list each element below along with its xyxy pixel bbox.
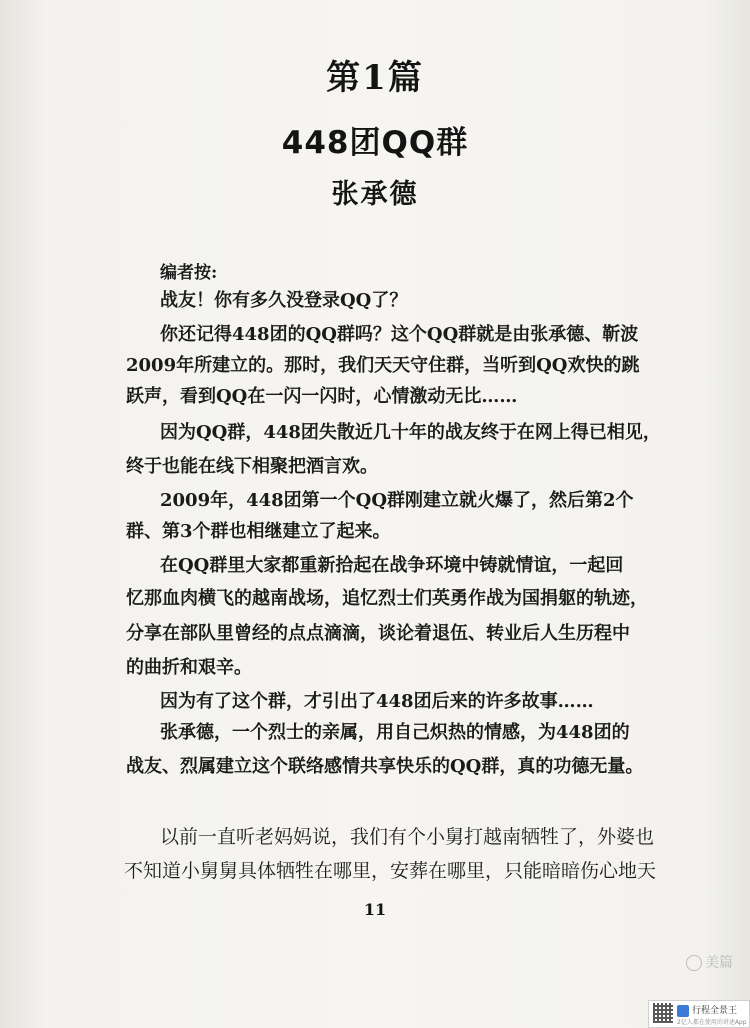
body-line: 以前一直听老妈妈说，我们有个小舅打越南牺牲了，外婆也 <box>160 826 655 848</box>
note-line: 战友！你有多久没登录QQ了？ <box>160 290 408 311</box>
page-number: 11 <box>363 900 387 919</box>
note-line: 因为有了这个群，才引出了448团后来的许多故事…… <box>160 691 594 712</box>
note-line: 2009年所建立的。那时，我们天天守住群，当听到QQ欢快的跳 <box>126 355 640 376</box>
part-title: 第1篇 <box>326 58 424 98</box>
note-line: 忆那血肉横飞的越南战场，追忆烈士们英勇作战为国捐躯的轨迹， <box>126 588 648 609</box>
qr-badge[interactable] <box>648 1000 750 1028</box>
piece-title: 448团QQ群 <box>281 125 469 161</box>
watermark-text: 美篇 <box>705 955 733 971</box>
qr-badge-subtitle: 2亿人都在使用的讲述App <box>677 1019 747 1026</box>
note-line: 跃声，看到QQ在一闪一闪时，心情激动无比…… <box>126 386 518 407</box>
note-line: 因为QQ群，448团失散近几十年的战友终于在网上得已相见， <box>160 422 661 443</box>
editor-note-heading: 编者按: <box>160 263 218 283</box>
note-line: 你还记得448团的QQ群吗？这个QQ群就是由张承德、靳波 <box>160 324 639 345</box>
qr-badge-name: 行程全景王 <box>692 1006 738 1016</box>
note-line: 张承德，一个烈士的亲属，用自己炽热的情感，为448团的 <box>160 722 630 743</box>
note-line: 2009年，448团第一个QQ群刚建立就火爆了，然后第2个 <box>160 490 634 511</box>
note-line: 的曲折和艰辛。 <box>126 657 252 678</box>
body-line: 不知道小舅舅具体牺牲在哪里，安葬在哪里，只能暗暗伤心地天 <box>124 860 657 882</box>
meipian-logo-icon <box>686 955 702 971</box>
qr-code-icon <box>653 1003 673 1023</box>
note-line: 分享在部队里曾经的点点滴滴，谈论着退伍、转业后人生历程中 <box>126 623 630 644</box>
watermark <box>686 952 733 972</box>
note-line: 终于也能在线下相聚把酒言欢。 <box>126 456 378 477</box>
note-line: 群、第3个群也相继建立了起来。 <box>126 521 391 542</box>
author-name: 张承德 <box>331 179 419 210</box>
app-logo-icon <box>677 1005 689 1017</box>
note-line: 战友、烈属建立这个联络感情共享快乐的QQ群，真的功德无量。 <box>126 756 644 777</box>
note-line: 在QQ群里大家都重新拾起在战争环境中铸就情谊，一起回 <box>160 555 624 576</box>
